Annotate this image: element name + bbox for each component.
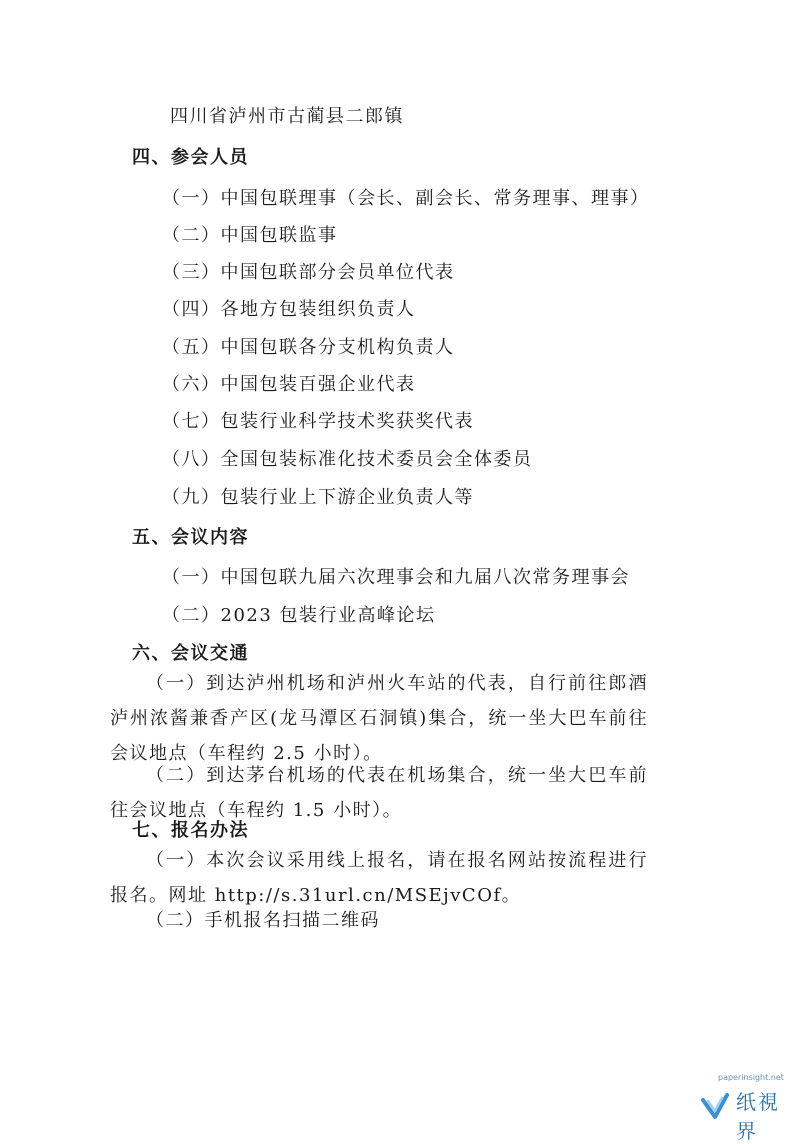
watermark-logo-icon bbox=[700, 1090, 730, 1120]
list-item: （八）全国包装标准化技术委员会全体委员 bbox=[162, 449, 533, 470]
watermark bbox=[700, 1086, 796, 1143]
transport-paragraph-2: （二）到达茅台机场的代表在机场集合，统一坐大巴车前往会议地点（车程约 1.5 小时）。 bbox=[110, 765, 648, 821]
watermark-text: 纸視界 bbox=[736, 1090, 780, 1143]
list-item: （四）各地方包装组织负责人 bbox=[162, 299, 416, 320]
watermark-url: paperinsight.net bbox=[718, 1073, 784, 1082]
list-item: （六）中国包装百强企业代表 bbox=[162, 374, 416, 395]
list-item: （五）中国包联各分支机构负责人 bbox=[162, 337, 455, 358]
section-heading-transport: 六、会议交通 bbox=[132, 643, 249, 664]
registration-paragraph-1: （一）本次会议采用线上报名，请在报名网站按流程进行报名。网址 http://s.31url.cn/MSEjvCOf。 bbox=[110, 850, 648, 906]
list-item: （三）中国包联部分会员单位代表 bbox=[162, 262, 455, 283]
registration-paragraph-2: （二）手机报名扫描二维码 bbox=[146, 910, 380, 931]
list-item: （二）2023 包装行业高峰论坛 bbox=[162, 605, 436, 626]
section-heading-registration: 七、报名办法 bbox=[132, 820, 249, 841]
list-item: （一）中国包联理事（会长、副会长、常务理事、理事） bbox=[162, 188, 650, 209]
location-line: 四川省泸州市古蔺县二郎镇 bbox=[170, 106, 404, 127]
section-heading-content: 五、会议内容 bbox=[132, 527, 249, 548]
list-item: （七）包装行业科学技术奖获奖代表 bbox=[162, 411, 474, 432]
list-item: （九）包装行业上下游企业负责人等 bbox=[162, 487, 474, 508]
section-heading-attendees: 四、参会人员 bbox=[132, 147, 249, 168]
transport-paragraph-1: （一）到达泸州机场和泸州火车站的代表，自行前往郎酒泸州浓酱兼香产区(龙马潭区石洞镇)集合，统一坐大巴车前往会议地点（车程约 2.5 小时）。 bbox=[110, 673, 648, 764]
list-item: （二）中国包联监事 bbox=[162, 225, 338, 246]
list-item: （一）中国包联九届六次理事会和九届八次常务理事会 bbox=[162, 567, 630, 588]
